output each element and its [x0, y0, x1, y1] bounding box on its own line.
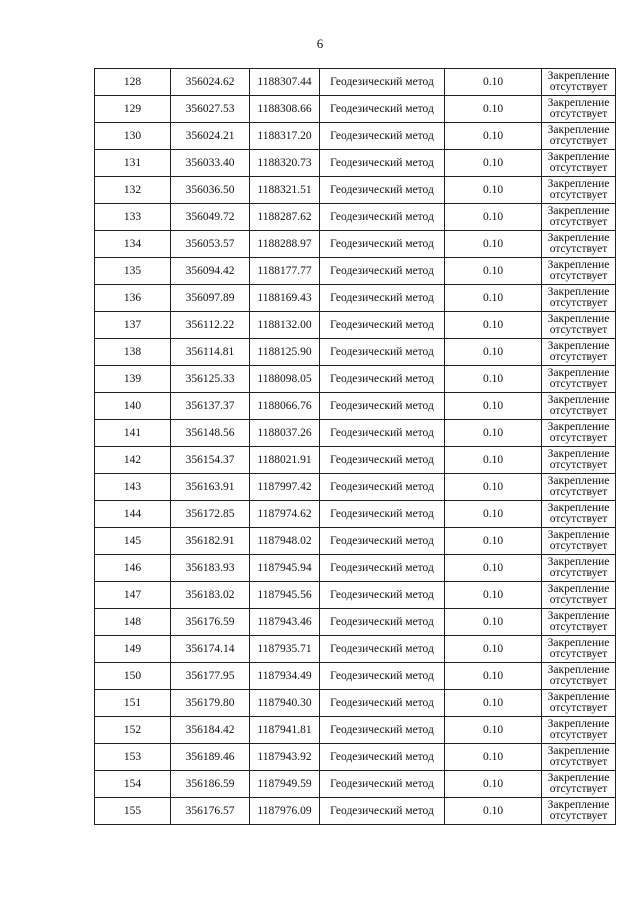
fixation-text: отсутствует [549, 756, 608, 768]
accuracy-cell: 0.10 [445, 636, 542, 663]
fixation-text: Закрепление [547, 151, 610, 163]
method-cell: Геодезический метод [320, 609, 445, 636]
fixation-text: Закрепление [547, 691, 610, 703]
fixation-text: отсутствует [549, 270, 608, 282]
accuracy-cell: 0.10 [445, 150, 542, 177]
table-row [95, 555, 616, 582]
table-row [95, 501, 616, 528]
fixation-cell [542, 528, 616, 555]
coordinates-table [94, 68, 616, 825]
table-row [95, 69, 616, 96]
y-coordinate-cell: 1188132.00 [250, 312, 320, 339]
fixation-text: отсутствует [549, 405, 608, 417]
fixation-text: отсутствует [549, 567, 608, 579]
fixation-text: Закрепление [547, 340, 610, 352]
accuracy-cell: 0.10 [445, 474, 542, 501]
table-row [95, 339, 616, 366]
y-coordinate-cell: 1187940.30 [250, 690, 320, 717]
point-number-cell: 132 [95, 177, 171, 204]
y-coordinate-cell: 1188288.97 [250, 231, 320, 258]
method-cell: Геодезический метод [320, 258, 445, 285]
method-cell: Геодезический метод [320, 177, 445, 204]
fixation-text: отсутствует [549, 432, 608, 444]
fixation-cell [542, 420, 616, 447]
table-row [95, 231, 616, 258]
accuracy-cell: 0.10 [445, 339, 542, 366]
method-cell: Геодезический метод [320, 636, 445, 663]
point-number-cell: 144 [95, 501, 171, 528]
y-coordinate-cell: 1187997.42 [250, 474, 320, 501]
x-coordinate-cell: 356137.37 [171, 393, 250, 420]
method-cell: Геодезический метод [320, 474, 445, 501]
point-number-cell: 155 [95, 798, 171, 825]
table-row [95, 447, 616, 474]
fixation-cell [542, 636, 616, 663]
accuracy-cell: 0.10 [445, 582, 542, 609]
fixation-cell [542, 312, 616, 339]
table-row [95, 312, 616, 339]
fixation-text: отсутствует [549, 216, 608, 228]
fixation-text: отсутствует [549, 810, 608, 822]
point-number-cell: 149 [95, 636, 171, 663]
point-number-cell: 143 [95, 474, 171, 501]
method-cell: Геодезический метод [320, 69, 445, 96]
table-row [95, 474, 616, 501]
fixation-text: отсутствует [549, 540, 608, 552]
fixation-text: Закрепление [547, 529, 610, 541]
fixation-text: Закрепление [547, 259, 610, 271]
accuracy-cell: 0.10 [445, 717, 542, 744]
accuracy-cell: 0.10 [445, 312, 542, 339]
accuracy-cell: 0.10 [445, 177, 542, 204]
fixation-text: Закрепление [547, 502, 610, 514]
fixation-text: Закрепление [547, 799, 610, 811]
accuracy-cell: 0.10 [445, 690, 542, 717]
fixation-cell [542, 582, 616, 609]
x-coordinate-cell: 356179.80 [171, 690, 250, 717]
fixation-text: Закрепление [547, 286, 610, 298]
y-coordinate-cell: 1187945.56 [250, 582, 320, 609]
method-cell: Геодезический метод [320, 447, 445, 474]
accuracy-cell: 0.10 [445, 501, 542, 528]
fixation-text: Закрепление [547, 610, 610, 622]
accuracy-cell: 0.10 [445, 258, 542, 285]
fixation-cell [542, 96, 616, 123]
fixation-cell [542, 285, 616, 312]
fixation-text: отсутствует [549, 459, 608, 471]
fixation-text: отсутствует [549, 81, 608, 93]
accuracy-cell: 0.10 [445, 123, 542, 150]
fixation-text: отсутствует [549, 594, 608, 606]
fixation-cell [542, 150, 616, 177]
fixation-cell [542, 123, 616, 150]
fixation-text: отсутствует [549, 513, 608, 525]
fixation-text: Закрепление [547, 718, 610, 730]
x-coordinate-cell: 356097.89 [171, 285, 250, 312]
y-coordinate-cell: 1187948.02 [250, 528, 320, 555]
y-coordinate-cell: 1188321.51 [250, 177, 320, 204]
accuracy-cell: 0.10 [445, 744, 542, 771]
x-coordinate-cell: 356183.93 [171, 555, 250, 582]
accuracy-cell: 0.10 [445, 393, 542, 420]
fixation-cell [542, 204, 616, 231]
fixation-text: отсутствует [549, 378, 608, 390]
table-row [95, 366, 616, 393]
y-coordinate-cell: 1188320.73 [250, 150, 320, 177]
method-cell: Геодезический метод [320, 123, 445, 150]
method-cell: Геодезический метод [320, 204, 445, 231]
point-number-cell: 147 [95, 582, 171, 609]
accuracy-cell: 0.10 [445, 528, 542, 555]
fixation-cell [542, 258, 616, 285]
fixation-text: Закрепление [547, 205, 610, 217]
table-row [95, 177, 616, 204]
fixation-text: отсутствует [549, 783, 608, 795]
x-coordinate-cell: 356024.21 [171, 123, 250, 150]
point-number-cell: 141 [95, 420, 171, 447]
accuracy-cell: 0.10 [445, 609, 542, 636]
x-coordinate-cell: 356189.46 [171, 744, 250, 771]
fixation-cell [542, 744, 616, 771]
method-cell: Геодезический метод [320, 366, 445, 393]
table-row [95, 582, 616, 609]
y-coordinate-cell: 1188037.26 [250, 420, 320, 447]
x-coordinate-cell: 356172.85 [171, 501, 250, 528]
fixation-text: Закрепление [547, 637, 610, 649]
fixation-text: отсутствует [549, 297, 608, 309]
fixation-cell [542, 69, 616, 96]
accuracy-cell: 0.10 [445, 366, 542, 393]
accuracy-cell: 0.10 [445, 285, 542, 312]
accuracy-cell: 0.10 [445, 231, 542, 258]
accuracy-cell: 0.10 [445, 447, 542, 474]
method-cell: Геодезический метод [320, 312, 445, 339]
method-cell: Геодезический метод [320, 339, 445, 366]
x-coordinate-cell: 356182.91 [171, 528, 250, 555]
point-number-cell: 152 [95, 717, 171, 744]
method-cell: Геодезический метод [320, 798, 445, 825]
fixation-text: Закрепление [547, 772, 610, 784]
y-coordinate-cell: 1188308.66 [250, 96, 320, 123]
fixation-text: отсутствует [549, 648, 608, 660]
table-row [95, 663, 616, 690]
fixation-text: отсутствует [549, 486, 608, 498]
table-row [95, 420, 616, 447]
x-coordinate-cell: 356053.57 [171, 231, 250, 258]
point-number-cell: 128 [95, 69, 171, 96]
fixation-text: Закрепление [547, 583, 610, 595]
point-number-cell: 148 [95, 609, 171, 636]
y-coordinate-cell: 1187941.81 [250, 717, 320, 744]
method-cell: Геодезический метод [320, 150, 445, 177]
point-number-cell: 153 [95, 744, 171, 771]
method-cell: Геодезический метод [320, 96, 445, 123]
y-coordinate-cell: 1188317.20 [250, 123, 320, 150]
accuracy-cell: 0.10 [445, 771, 542, 798]
point-number-cell: 137 [95, 312, 171, 339]
accuracy-cell: 0.10 [445, 420, 542, 447]
method-cell: Геодезический метод [320, 501, 445, 528]
y-coordinate-cell: 1188307.44 [250, 69, 320, 96]
fixation-cell [542, 555, 616, 582]
y-coordinate-cell: 1187943.46 [250, 609, 320, 636]
y-coordinate-cell: 1188021.91 [250, 447, 320, 474]
fixation-text: Закрепление [547, 367, 610, 379]
fixation-text: отсутствует [549, 729, 608, 741]
fixation-cell [542, 366, 616, 393]
method-cell: Геодезический метод [320, 744, 445, 771]
table-row [95, 528, 616, 555]
table-row [95, 744, 616, 771]
point-number-cell: 129 [95, 96, 171, 123]
point-number-cell: 133 [95, 204, 171, 231]
y-coordinate-cell: 1188169.43 [250, 285, 320, 312]
y-coordinate-cell: 1187945.94 [250, 555, 320, 582]
fixation-text: отсутствует [549, 621, 608, 633]
fixation-text: отсутствует [549, 702, 608, 714]
x-coordinate-cell: 356176.59 [171, 609, 250, 636]
fixation-cell [542, 798, 616, 825]
x-coordinate-cell: 356183.02 [171, 582, 250, 609]
accuracy-cell: 0.10 [445, 69, 542, 96]
method-cell: Геодезический метод [320, 690, 445, 717]
point-number-cell: 136 [95, 285, 171, 312]
table-row [95, 96, 616, 123]
point-number-cell: 140 [95, 393, 171, 420]
method-cell: Геодезический метод [320, 555, 445, 582]
method-cell: Геодезический метод [320, 528, 445, 555]
fixation-text: Закрепление [547, 556, 610, 568]
point-number-cell: 138 [95, 339, 171, 366]
fixation-text: отсутствует [549, 243, 608, 255]
point-number-cell: 134 [95, 231, 171, 258]
fixation-cell [542, 339, 616, 366]
method-cell: Геодезический метод [320, 717, 445, 744]
point-number-cell: 145 [95, 528, 171, 555]
x-coordinate-cell: 356176.57 [171, 798, 250, 825]
method-cell: Геодезический метод [320, 771, 445, 798]
fixation-cell [542, 177, 616, 204]
fixation-text: Закрепление [547, 394, 610, 406]
point-number-cell: 130 [95, 123, 171, 150]
fixation-text: Закрепление [547, 124, 610, 136]
point-number-cell: 142 [95, 447, 171, 474]
fixation-cell [542, 609, 616, 636]
fixation-cell [542, 447, 616, 474]
y-coordinate-cell: 1187974.62 [250, 501, 320, 528]
method-cell: Геодезический метод [320, 285, 445, 312]
fixation-text: отсутствует [549, 162, 608, 174]
fixation-cell [542, 771, 616, 798]
table-row [95, 717, 616, 744]
y-coordinate-cell: 1187976.09 [250, 798, 320, 825]
x-coordinate-cell: 356174.14 [171, 636, 250, 663]
x-coordinate-cell: 356036.50 [171, 177, 250, 204]
y-coordinate-cell: 1187943.92 [250, 744, 320, 771]
accuracy-cell: 0.10 [445, 663, 542, 690]
fixation-text: отсутствует [549, 108, 608, 120]
method-cell: Геодезический метод [320, 663, 445, 690]
table-row [95, 690, 616, 717]
fixation-text: Закрепление [547, 97, 610, 109]
table-row [95, 393, 616, 420]
method-cell: Геодезический метод [320, 420, 445, 447]
y-coordinate-cell: 1188177.77 [250, 258, 320, 285]
y-coordinate-cell: 1188125.90 [250, 339, 320, 366]
point-number-cell: 131 [95, 150, 171, 177]
y-coordinate-cell: 1188287.62 [250, 204, 320, 231]
x-coordinate-cell: 356114.81 [171, 339, 250, 366]
fixation-cell [542, 663, 616, 690]
x-coordinate-cell: 356094.42 [171, 258, 250, 285]
x-coordinate-cell: 356163.91 [171, 474, 250, 501]
table-row [95, 771, 616, 798]
fixation-text: отсутствует [549, 324, 608, 336]
y-coordinate-cell: 1188066.76 [250, 393, 320, 420]
y-coordinate-cell: 1187934.49 [250, 663, 320, 690]
fixation-text: Закрепление [547, 313, 610, 325]
x-coordinate-cell: 356112.22 [171, 312, 250, 339]
table-row [95, 609, 616, 636]
y-coordinate-cell: 1187935.71 [250, 636, 320, 663]
x-coordinate-cell: 356184.42 [171, 717, 250, 744]
x-coordinate-cell: 356049.72 [171, 204, 250, 231]
fixation-cell [542, 690, 616, 717]
point-number-cell: 150 [95, 663, 171, 690]
fixation-cell [542, 474, 616, 501]
fixation-text: Закрепление [547, 475, 610, 487]
x-coordinate-cell: 356125.33 [171, 366, 250, 393]
fixation-text: Закрепление [547, 421, 610, 433]
x-coordinate-cell: 356177.95 [171, 663, 250, 690]
table-body [95, 69, 616, 825]
table-row [95, 636, 616, 663]
fixation-text: Закрепление [547, 178, 610, 190]
fixation-text: отсутствует [549, 675, 608, 687]
table-row [95, 258, 616, 285]
accuracy-cell: 0.10 [445, 204, 542, 231]
y-coordinate-cell: 1187949.59 [250, 771, 320, 798]
x-coordinate-cell: 356186.59 [171, 771, 250, 798]
fixation-text: Закрепление [547, 664, 610, 676]
fixation-text: отсутствует [549, 351, 608, 363]
method-cell: Геодезический метод [320, 393, 445, 420]
x-coordinate-cell: 356154.37 [171, 447, 250, 474]
page-number: 6 [316, 36, 324, 51]
point-number-cell: 151 [95, 690, 171, 717]
x-coordinate-cell: 356033.40 [171, 150, 250, 177]
fixation-text: Закрепление [547, 232, 610, 244]
point-number-cell: 146 [95, 555, 171, 582]
fixation-cell [542, 717, 616, 744]
table-row [95, 123, 616, 150]
accuracy-cell: 0.10 [445, 798, 542, 825]
point-number-cell: 154 [95, 771, 171, 798]
x-coordinate-cell: 356148.56 [171, 420, 250, 447]
y-coordinate-cell: 1188098.05 [250, 366, 320, 393]
fixation-text: Закрепление [547, 448, 610, 460]
table-row [95, 798, 616, 825]
method-cell: Геодезический метод [320, 582, 445, 609]
fixation-cell [542, 501, 616, 528]
fixation-text: Закрепление [547, 70, 610, 82]
point-number-cell: 139 [95, 366, 171, 393]
fixation-text: отсутствует [549, 135, 608, 147]
accuracy-cell: 0.10 [445, 96, 542, 123]
fixation-text: Закрепление [547, 745, 610, 757]
x-coordinate-cell: 356027.53 [171, 96, 250, 123]
fixation-text: отсутствует [549, 189, 608, 201]
method-cell: Геодезический метод [320, 231, 445, 258]
x-coordinate-cell: 356024.62 [171, 69, 250, 96]
fixation-cell [542, 231, 616, 258]
table-row [95, 204, 616, 231]
point-number-cell: 135 [95, 258, 171, 285]
fixation-cell [542, 393, 616, 420]
accuracy-cell: 0.10 [445, 555, 542, 582]
table-row [95, 150, 616, 177]
table-row [95, 285, 616, 312]
